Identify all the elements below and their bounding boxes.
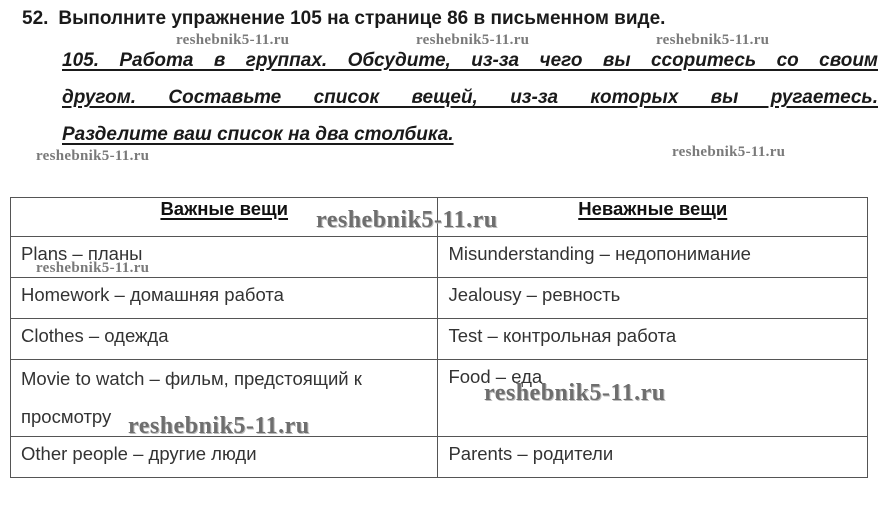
watermark: reshebnik5-11.ru (128, 413, 310, 439)
table-cell: Parents – родители (438, 437, 868, 478)
watermark: reshebnik5-11.ru (36, 148, 150, 164)
table-row (11, 319, 868, 360)
column-header-important: Важные вещи (11, 198, 438, 237)
task-number: 52. (22, 8, 49, 29)
table-cell: Misunderstanding – недопонимание (438, 237, 868, 278)
watermark: reshebnik5-11.ru (176, 32, 290, 48)
watermark: reshebnik5-11.ru (36, 260, 150, 276)
table-cell: Movie to watch – фильм, предстоящий к просмотру (11, 360, 438, 437)
table-cell: Jealousy – ревность (438, 278, 868, 319)
task-text: Выполните упражнение 105 на странице 86 в письменном виде. (58, 8, 666, 29)
watermark: reshebnik5-11.ru (656, 32, 770, 48)
watermark: reshebnik5-11.ru (416, 32, 530, 48)
watermark: reshebnik5-11.ru (316, 207, 498, 233)
table-cell: Other people – другие люди (11, 437, 438, 478)
exercise-line-3: Разделите ваш список на два столбика. (62, 124, 454, 145)
table-cell: Plans – планы (11, 237, 438, 278)
table-cell: Clothes – одежда (11, 319, 438, 360)
column-header-unimportant: Неважные вещи (438, 198, 868, 237)
exercise-line-2: другом. Составьте список вещей, из-за которых вы ругаетесь. (62, 87, 878, 108)
table-cell: Homework – домашняя работа (11, 278, 438, 319)
watermark: reshebnik5-11.ru (484, 380, 666, 406)
table-row (11, 437, 868, 478)
table-cell: Food – еда (438, 360, 868, 437)
table-cell: Test – контрольная работа (438, 319, 868, 360)
exercise-line-1: 105. Работа в группах. Обсудите, из-за чего вы ссоритесь со своим (62, 50, 878, 71)
watermark: reshebnik5-11.ru (672, 144, 786, 160)
task-heading (22, 8, 665, 30)
table-row (11, 278, 868, 319)
